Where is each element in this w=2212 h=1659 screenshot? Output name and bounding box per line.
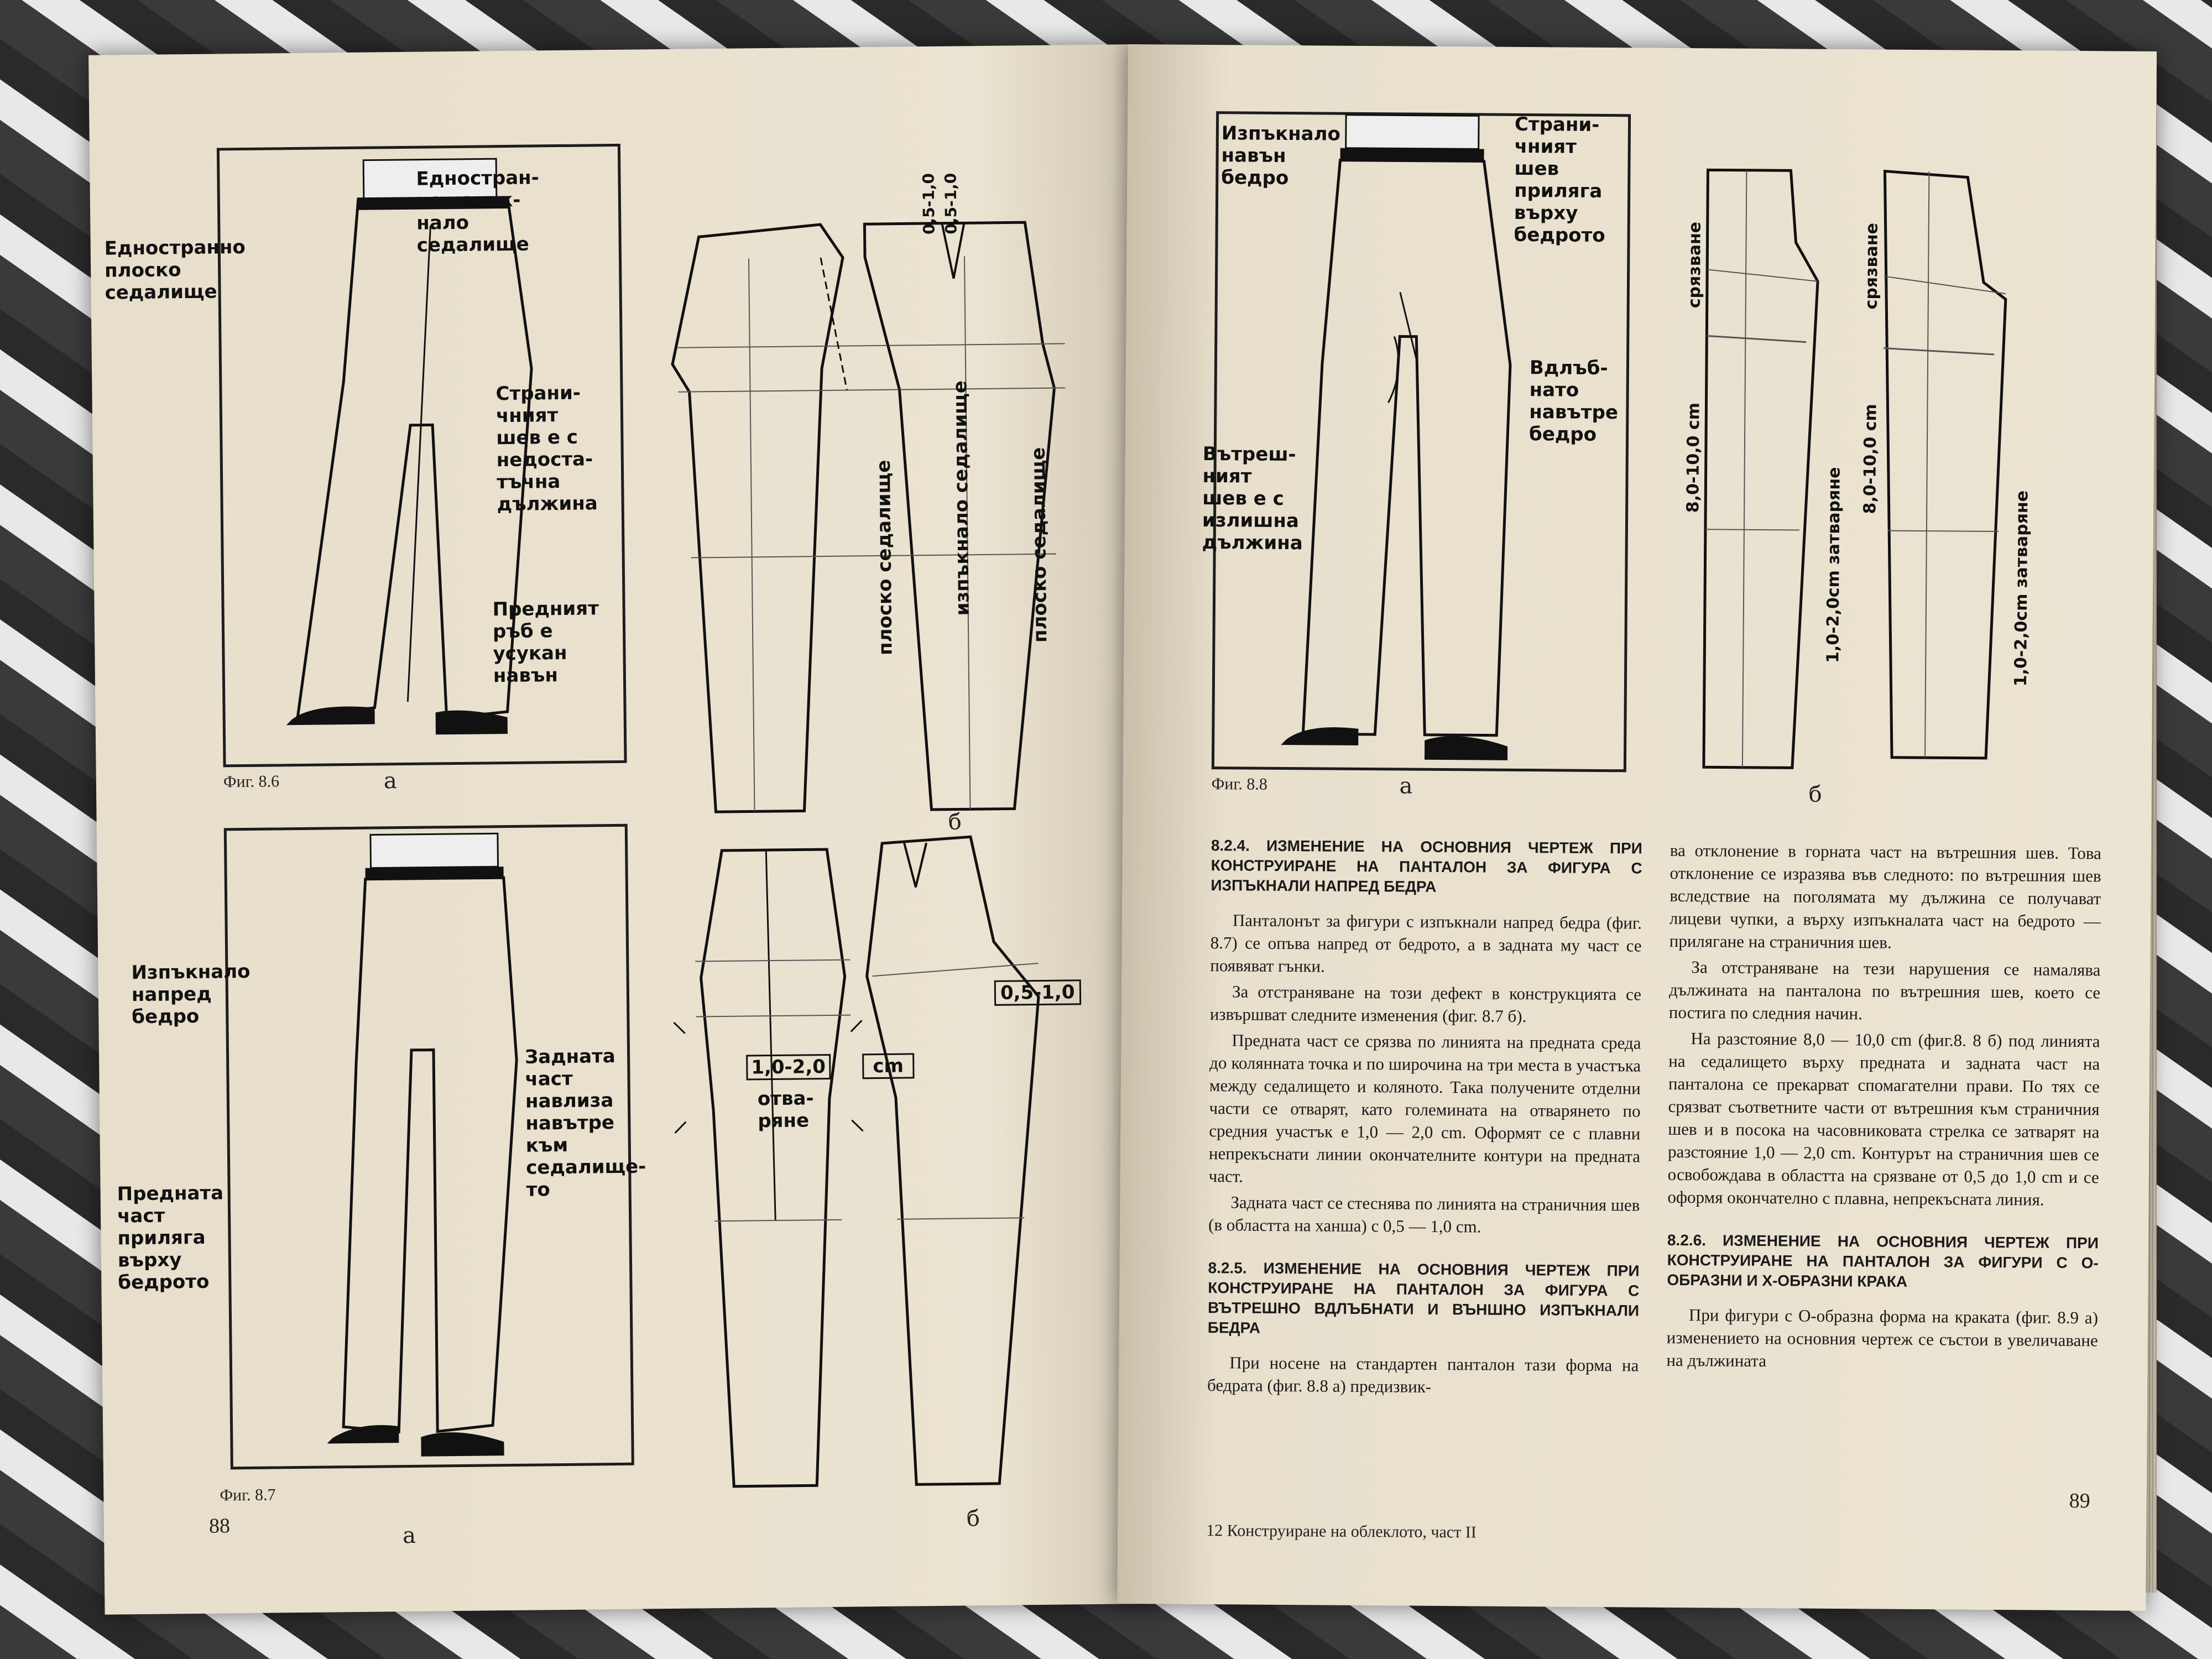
fig86-flat-seat-label: Едностранно плоско седалище bbox=[104, 236, 246, 304]
fig87-letter-b: б bbox=[966, 1506, 980, 1532]
fig88-cut-label-1: срязване bbox=[1684, 221, 1705, 309]
paragraph: ва отклонение в горната част на вътрешния шев. Това отклонение се изразява във следното: по вътрешния шев вследствие на поголямата му дължина се получават лицеви чупки, а върху изпъкналата част на бедрото — прилягане на страничния шев. bbox=[1669, 840, 2101, 952]
fig88-concave-label: Вдлъб- нато навътре бедро bbox=[1528, 357, 1619, 446]
paragraph: За отстраняване на този дефект в конструкцията се извършват следните изменения (фиг. 8.7 б). bbox=[1209, 982, 1642, 1026]
fig87-measure-box: 0,5-1,0 bbox=[994, 979, 1081, 1006]
fig87-caption: Фиг. 8.7 bbox=[220, 1485, 276, 1505]
fig86-letter-a: а bbox=[383, 768, 397, 794]
paragraph: За отстраняване на тези нарушения се намалява дължината на панталона по вътрешния шев, което се постига по следния начин. bbox=[1668, 957, 2101, 1024]
fig88-close-label-1: 1,0-2,0cm затваряне bbox=[1823, 467, 1844, 664]
fig86-measure-2: 0,5-1,0 bbox=[941, 173, 961, 234]
left-page-number: 88 bbox=[208, 1514, 231, 1538]
paragraph: На разстояние 8,0 — 10,0 cm (фиг.8. 8 б) под линията на седалището върху предната и задната част на панталона се прекарват спомагателни прави. По тях се срязват съответните части от вътрешния към страничния шев и в посока на часовниковата стрелка се затварят на разстояние 1,0 — 2,0 cm. Контурът на страничния шев се освобождава в областта на срязване от 0,5 до 1,0 cm и се оформя окончателно с плавна, непрекъсната линия. bbox=[1667, 1029, 2100, 1209]
paragraph: Задната част се стеснява по линията на страничния шев (в областта на ханша) с 0,5 — 1,0 cm. bbox=[1208, 1192, 1640, 1237]
fig86-flat-seat-pattern-label-2: плоско седалище bbox=[1027, 447, 1052, 643]
fig88-cut-label-2: срязване bbox=[1861, 223, 1882, 310]
fig87-b-pattern bbox=[661, 830, 1121, 1521]
fig86-side-seam-label: Страни- чният шев е с недоста- тъчна дължина bbox=[495, 382, 598, 516]
paragraph: Панталонът за фигури с изпъкнали напред бедра (фиг. 8.7) се опъва напред от бедрото, а в задната му част се появяват гънки. bbox=[1210, 910, 1642, 976]
fig88-range-label-1: 8,0-10,0 cm bbox=[1683, 402, 1704, 513]
fig86-caption: Фиг. 8.6 bbox=[223, 772, 280, 791]
paragraph: Предната част се срязва по линията на предната среда до колянната точка и по широчина на три места в участъка между седалището и коляното. Така получените отделни части се отварят, като големината на отварянето по средния участък е 1,0 — 2,0 cm. Оформят се с плавни непрекъснати линии окончателните контури на предната част. bbox=[1208, 1030, 1641, 1186]
fig88-close-label-2: 1,0-2,0cm затваряне bbox=[2011, 490, 2032, 687]
fig88-caption: Фиг. 8.8 bbox=[1211, 775, 1267, 794]
right-page bbox=[1117, 44, 2157, 1611]
left-page bbox=[88, 44, 1155, 1615]
fig86-front-crease-label: Предният ръб е усукан навън bbox=[492, 597, 599, 687]
right-page-number: 89 bbox=[2069, 1489, 2090, 1513]
fig86-measure-1: 0,5-1,0 bbox=[919, 173, 938, 235]
fig86-letter-b: б bbox=[948, 809, 962, 835]
fig88-range-label-2: 8,0-10,0 cm bbox=[1860, 404, 1881, 514]
fig87-convex-thigh-label: Изпъкнало напред бедро bbox=[131, 960, 251, 1029]
fig86-flat-seat-pattern-label-1: плоско седалище bbox=[872, 460, 897, 656]
section-824-heading: 8.2.4. ИЗМЕНЕНИЕ НА ОСНОВНИЯ ЧЕРТЕЖ ПРИ КОНСТРУИРАНЕ НА ПАНТАЛОН ЗА ФИГУРА С ИЗПЪКНАЛИ НАПРЕД БЕДРА bbox=[1211, 837, 1642, 895]
fig88-inner-seam-label: Вътреш- ният шев е с излишна дължина bbox=[1202, 442, 1303, 555]
fig88-side-seam-label: Страни- чният шев приляга върху бедрото bbox=[1514, 113, 1605, 247]
fig88-letter-a: а bbox=[1399, 773, 1413, 799]
fig86-convex-seat-pattern-label: изпъкнало седалище bbox=[949, 380, 974, 616]
fig87-unit-box: cm bbox=[862, 1053, 914, 1079]
fig87-front-part-label: Предната част приляга върху бедрото bbox=[117, 1182, 224, 1294]
page-footer: 12 Конструиране на облеклото, част II bbox=[1206, 1521, 1477, 1542]
section-825-heading: 8.2.5. ИЗМЕНЕНИЕ НА ОСНОВНИЯ ЧЕРТЕЖ ПРИ КОНСТРУИРАНЕ НА ПАНТАЛОН ЗА ФИГУРА С ВЪТРЕШНО ВДЛЪБНАТИ И ВЪНШНО ИЗПЪКНАЛИ БЕДРА bbox=[1207, 1259, 1640, 1337]
fig88-b-pattern bbox=[1671, 114, 2095, 753]
fig87-back-part-label: Задната част навлиза навътре към седалище- то bbox=[524, 1045, 646, 1201]
section-826-heading: 8.2.6. ИЗМЕНЕНИЕ НА ОСНОВНИЯ ЧЕРТЕЖ ПРИ КОНСТРУИРАНЕ НА ПАНТАЛОН ЗА ФИГУРИ С О-ОБРАЗНИ И Х-ОБРАЗНИ КРАКА bbox=[1667, 1231, 2099, 1290]
paragraph: При носене на стандартен панталон тази форма на бедрата (фиг. 8.8 а) предизвик- bbox=[1207, 1353, 1639, 1396]
fig86-convex-seat-label: Едностран- но изпък- нало седалище bbox=[416, 166, 539, 257]
fig87-letter-a: а bbox=[402, 1522, 416, 1549]
fig87-opening-label: отва- ряне bbox=[757, 1087, 814, 1133]
fig88-convex-out-label: Изпъкнало навън бедро bbox=[1221, 122, 1341, 190]
fig87-range-box: 1,0-2,0 bbox=[746, 1054, 831, 1081]
fig88-letter-b: б bbox=[1808, 781, 1822, 807]
text-column-2 bbox=[1666, 839, 2101, 1378]
open-book bbox=[66, 33, 2157, 1626]
text-column-1 bbox=[1207, 836, 1642, 1402]
paragraph: При фигури с О-образна форма на краката (фиг. 8.9 а) изменението на основния чертеж се състои в увеличаване на дължината bbox=[1666, 1305, 2099, 1371]
